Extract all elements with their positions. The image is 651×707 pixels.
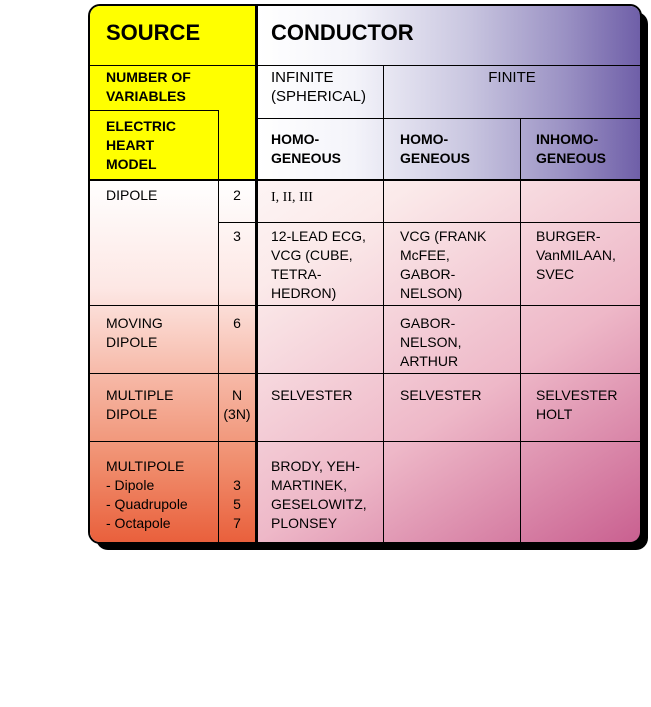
multiple-dipole-vars: N (3N) — [223, 387, 251, 422]
hline-header-bottom — [90, 179, 640, 181]
hline-dipole-split — [218, 222, 640, 223]
vline-infinite — [383, 66, 384, 542]
multiple-dipole-infinite-cell: SELVESTER — [271, 387, 353, 403]
hline-row-3 — [90, 373, 640, 374]
finite-header: FINITE — [488, 69, 536, 86]
dipole-3-homogeneous-cell: VCG (FRANK McFEE, GABOR- NELSON) — [400, 228, 487, 301]
homogeneous-finite-header: HOMO- GENEOUS — [400, 131, 471, 166]
multiple-dipole-inhomogeneous-cell: SELVESTER HOLT — [536, 387, 618, 422]
heart-model-table — [88, 4, 642, 544]
multipole-infinite-cell: BRODY, YEH- MARTINEK, GESELOWITZ, PLONSEY — [271, 458, 367, 531]
source-title: SOURCE — [106, 20, 201, 45]
moving-dipole-vars: 6 — [233, 315, 241, 331]
hline-row-4 — [90, 441, 640, 442]
electric-heart-model-header: ELECTRIC HEART MODEL — [106, 118, 176, 172]
number-of-variables-header: NUMBER OF VARIABLES — [106, 69, 191, 104]
multipole-vars: 3 5 7 — [233, 477, 241, 531]
vline-homo — [520, 118, 521, 542]
inhomogeneous-header: INHOMO- GENEOUS — [536, 131, 607, 166]
hline-subheader — [258, 118, 640, 119]
dipole-vars-2: 2 — [233, 187, 241, 203]
infinite-header: INFINITE (SPHERICAL) — [271, 69, 367, 105]
dipole-3-infinite-cell: 12-LEAD ECG, VCG (CUBE, TETRA- HEDRON) — [271, 228, 366, 301]
dipole-3-inhomogeneous-cell: BURGER- VanMILAAN, SVEC — [536, 228, 616, 282]
multiple-dipole-homogeneous-cell: SELVESTER — [400, 387, 482, 403]
multiple-dipole-model-label: MULTIPLE DIPOLE — [106, 387, 174, 422]
hline-1 — [90, 65, 640, 66]
moving-dipole-homogeneous-cell: GABOR- NELSON, ARTHUR — [400, 315, 462, 369]
hline-model — [90, 110, 218, 111]
dipole-2-infinite-cell: I, II, III — [271, 190, 313, 205]
hline-row-2 — [90, 305, 640, 306]
moving-dipole-model-label: MOVING DIPOLE — [106, 315, 163, 350]
dipole-vars-3: 3 — [233, 228, 241, 244]
dipole-model-label: DIPOLE — [106, 187, 158, 203]
homogeneous-infinite-header: HOMO- GENEOUS — [271, 131, 342, 166]
source-conductor-divider — [255, 6, 258, 542]
multipole-model-label: MULTIPOLE - Dipole - Quadrupole - Octapole — [106, 458, 188, 531]
conductor-title: CONDUCTOR — [271, 20, 414, 45]
